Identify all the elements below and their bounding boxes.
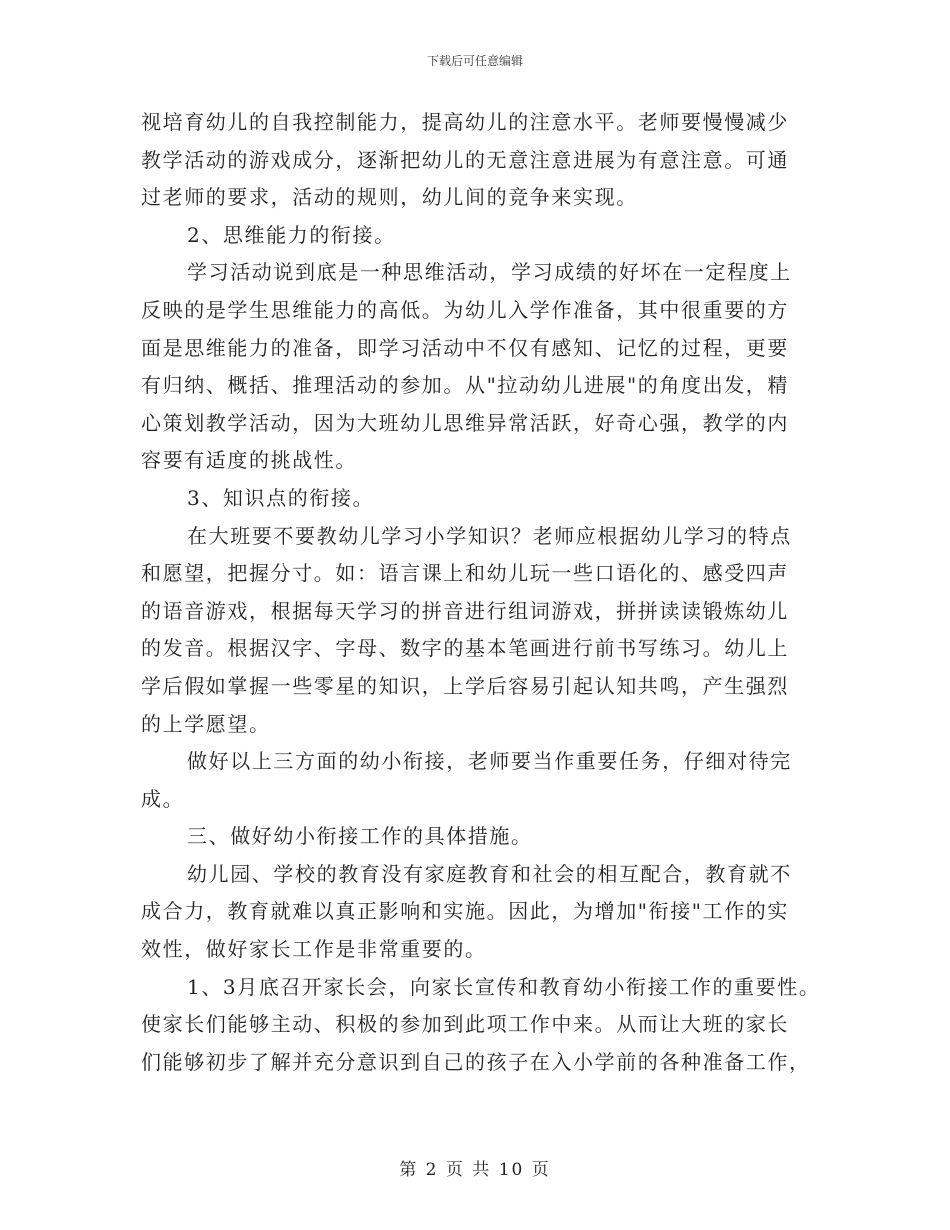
text-line: 学后假如掌握一些零星的知识，上学后容易引起认知共鸣，产生强烈 (141, 673, 789, 698)
text-line: 们能够初步了解并充分意识到自己的孩子在入小学前的各种准备工作， (141, 1049, 811, 1074)
page-footer: 第 2 页 共 10 页 (399, 1160, 551, 1180)
text-line: 成。 (141, 786, 185, 811)
text-line: 面是思维能力的准备，即学习活动中不仅有感知、记忆的过程，更要 (141, 335, 789, 360)
text-line: 在大班要不要教幼儿学习小学知识？老师应根据幼儿学习的特点 (187, 523, 792, 548)
text-line: 1、3月底召开家长会，向家长宣传和教育幼小衔接工作的重要性。 (187, 974, 821, 999)
page-header: 下载后可任意编辑 (426, 54, 523, 68)
text-line: 视培育幼儿的自我控制能力，提高幼儿的注意水平。老师要慢慢减少 (141, 110, 789, 134)
text-line: 效性，做好家长工作是非常重要的。 (141, 937, 487, 962)
section-heading: 三、做好幼小衔接工作的具体措施。 (187, 824, 533, 849)
text-line: 的语音游戏，根据每天学习的拼音进行组词游戏，拼拼读读锻炼幼儿 (141, 598, 789, 623)
text-line: 容要有适度的挑战性。 (141, 448, 357, 473)
text-line: 和愿望，把握分寸。如：语言课上和幼儿玩一些口语化的、感受四声 (141, 561, 789, 586)
text-line: 心策划教学活动，因为大班幼儿思维异常活跃，好奇心强，教学的内 (141, 410, 789, 435)
text-line: 学习活动说到底是一种思维活动，学习成绩的好坏在一定程度上 (187, 260, 792, 285)
text-line: 幼儿园、学校的教育没有家庭教育和社会的相互配合，教育就不 (187, 861, 792, 886)
section-heading: 2、思维能力的衔接。 (187, 222, 396, 247)
document-body (141, 104, 821, 1081)
text-line: 反映的是学生思维能力的高低。为幼儿入学作准备，其中很重要的方 (141, 297, 789, 322)
text-line: 教学活动的游戏成分，逐渐把幼儿的无意注意进展为有意注意。可通 (141, 147, 789, 172)
text-line: 的发音。根据汉字、字母、数字的基本笔画进行前书写练习。幼儿上 (141, 636, 789, 661)
text-line: 过老师的要求，活动的规则，幼儿间的竞争来实现。 (141, 185, 638, 210)
text-line: 有归纳、概括、推理活动的参加。从"拉动幼儿进展"的角度出发，精 (141, 373, 789, 398)
text-line: 成合力，教育就难以真正影响和实施。因此，为增加"衔接"工作的实 (141, 899, 789, 924)
text-line: 做好以上三方面的幼小衔接，老师要当作重要任务，仔细对待完 (187, 749, 792, 774)
section-heading: 3、知识点的衔接。 (187, 485, 375, 510)
text-line: 使家长们能够主动、积极的参加到此项工作中来。从而让大班的家长 (141, 1012, 789, 1037)
text-line: 的上学愿望。 (141, 711, 271, 736)
